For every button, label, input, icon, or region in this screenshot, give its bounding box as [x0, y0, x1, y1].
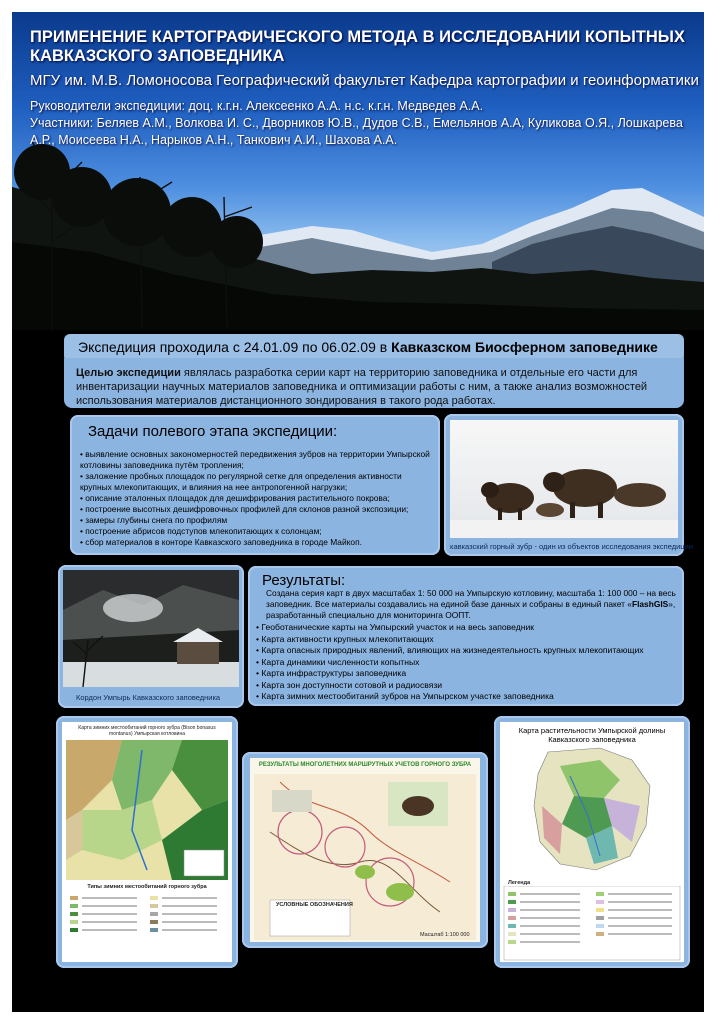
result-item: • Карта инфраструктуры заповедника	[256, 668, 676, 680]
expedition-dates	[78, 339, 658, 355]
task-item: • заложение пробных площадок по регулярной сетке для определения активности крупных млекопитающих, и влияния на нее антропогенной нагрузки;	[80, 471, 430, 493]
bison-caption: кавказский горный зубр - один из объектов исследования экспедиции	[450, 542, 693, 551]
poster-title: ПРИМЕНЕНИЕ КАРТОГРАФИЧЕСКОГО МЕТОДА В ИССЛЕДОВАНИИ КОПЫТНЫХ КАВКАЗСКОГО ЗАПОВЕДНИКА	[30, 28, 685, 65]
task-item: • сбор материалов в конторе Кавказского заповедника в городе Майкоп.	[80, 537, 430, 548]
expedition-intro: Экспедиция проходила с 24.01.09 по 06.02.09 в	[78, 339, 392, 355]
result-item: • Карта зимних местообитаний зубров на Умпырском участке заповедника	[256, 691, 676, 703]
routes-map-panel	[242, 752, 488, 948]
goal-text: являлась разработка серии карт на территорию заповедника и отдельные его части для инвентаризации научных материалов заповедника и оптимизации работы с ним, а также анализ возможностей использования материалов дистанционного зондирования в такого рода работах.	[76, 367, 648, 407]
results-intro	[266, 588, 676, 621]
tasks-title: Задачи полевого этапа экспедиции:	[88, 423, 338, 440]
vegetation-legend-title: Легенда	[508, 880, 531, 886]
winter-habitat-map	[62, 722, 232, 962]
tasks-panel	[70, 415, 440, 555]
participants-line: Участники: Беляев А.М., Волкова И. С., Дворников Ю.В., Дудов С.В., Емельянов А.А, Куликова О.Я., Лошкарева А.Р., Моисеева Н.А., Нарыков А.Н., Танкович А.И., Шахова А.А.	[30, 116, 683, 147]
results-title: Результаты:	[262, 572, 346, 589]
results-package-name: FlashGIS	[631, 599, 669, 609]
routes-map	[250, 758, 480, 942]
tasks-list	[80, 449, 430, 548]
task-item: • построение абрисов подступов млекопитающих к солонцам;	[80, 526, 430, 537]
team-block	[30, 98, 700, 149]
result-item: • Геоботанические карты на Умпырский участок и на весь заповедник	[256, 622, 676, 634]
bison-photo	[450, 420, 678, 538]
vegetation-map	[500, 722, 684, 962]
bison-photo-panel	[444, 414, 693, 556]
task-item: • построение высотных дешифровочных профилей для склонов разной экспозиции;	[80, 504, 430, 515]
leaders-line: Руководители экспедиции: доц. к.г.н. Алексеенко А.А. н.с. к.г.н. Медведев А.А.	[30, 99, 484, 113]
result-item: • Карта динамики численности копытных	[256, 657, 676, 669]
expedition-goal	[76, 366, 672, 408]
university-line: МГУ им. М.В. Ломоносова Географический факультет Кафедра картографии и геоинформатики	[30, 72, 699, 89]
winter-map-legend	[62, 892, 232, 962]
result-item: • Карта активности крупных млекопитающих	[256, 634, 676, 646]
goal-label: Целью экспедиции	[76, 367, 181, 379]
task-item: • описание эталонных площадок для дешифрирования растительного покрова;	[80, 493, 430, 504]
poster	[12, 12, 704, 1012]
result-item: • Карта зон доступности сотовой и радиосвязи	[256, 680, 676, 692]
task-item: • выявление основных закономерностей передвижения зубров на территории Умпырской котловины заповедника путём тропления;	[80, 449, 430, 471]
results-intro-a: Создана серия карт в двух масштабах 1: 50 000 на Умпырскую котловину, масштаба 1: 100 000 – на весь заповедник. Все материалы создавались на единой базе данных и собраны в единый пакет «	[266, 588, 676, 609]
winter-habitat-map-panel	[56, 716, 238, 968]
result-item: • Карта опасных природных явлений, влияющих на жизнедеятельность крупных млекопитающих	[256, 645, 676, 657]
expedition-goal-panel	[64, 358, 684, 408]
winter-map-legend-title: Типы зимних местообитаний горного зубра	[87, 884, 207, 890]
cordon-photo	[63, 570, 239, 687]
task-item: • замеры глубины снега по профилям	[80, 515, 430, 526]
expedition-place: Кавказском Биосферном заповеднике	[391, 339, 658, 355]
routes-map-scale: Масштаб 1:100 000	[420, 932, 470, 938]
vegetation-map-panel	[494, 716, 690, 968]
winter-map-title: Карта зимних местообитаний горного зубра (Bison bonasus montanus) Умпырская котловина	[78, 725, 216, 737]
vegetation-map-title: Карта растительности Умпырской долины Кавказского заповедника	[518, 726, 666, 744]
routes-map-title: РЕЗУЛЬТАТЫ МНОГОЛЕТНИХ МАРШРУТНЫХ УЧЕТОВ ГОРНОГО ЗУБРА	[258, 762, 472, 768]
vegetation-legend	[500, 886, 684, 962]
results-intro-b: », разработанный специально для мониторинга ООПТ.	[266, 599, 676, 620]
results-panel	[248, 566, 684, 706]
cordon-caption: Кордон Умпырь Кавказского заповедника	[76, 693, 221, 702]
routes-legend-title: УСЛОВНЫЕ ОБОЗНАЧЕНИЯ	[276, 902, 353, 908]
hero-banner	[12, 12, 704, 330]
results-list	[256, 622, 676, 703]
cordon-photo-panel	[58, 565, 244, 708]
